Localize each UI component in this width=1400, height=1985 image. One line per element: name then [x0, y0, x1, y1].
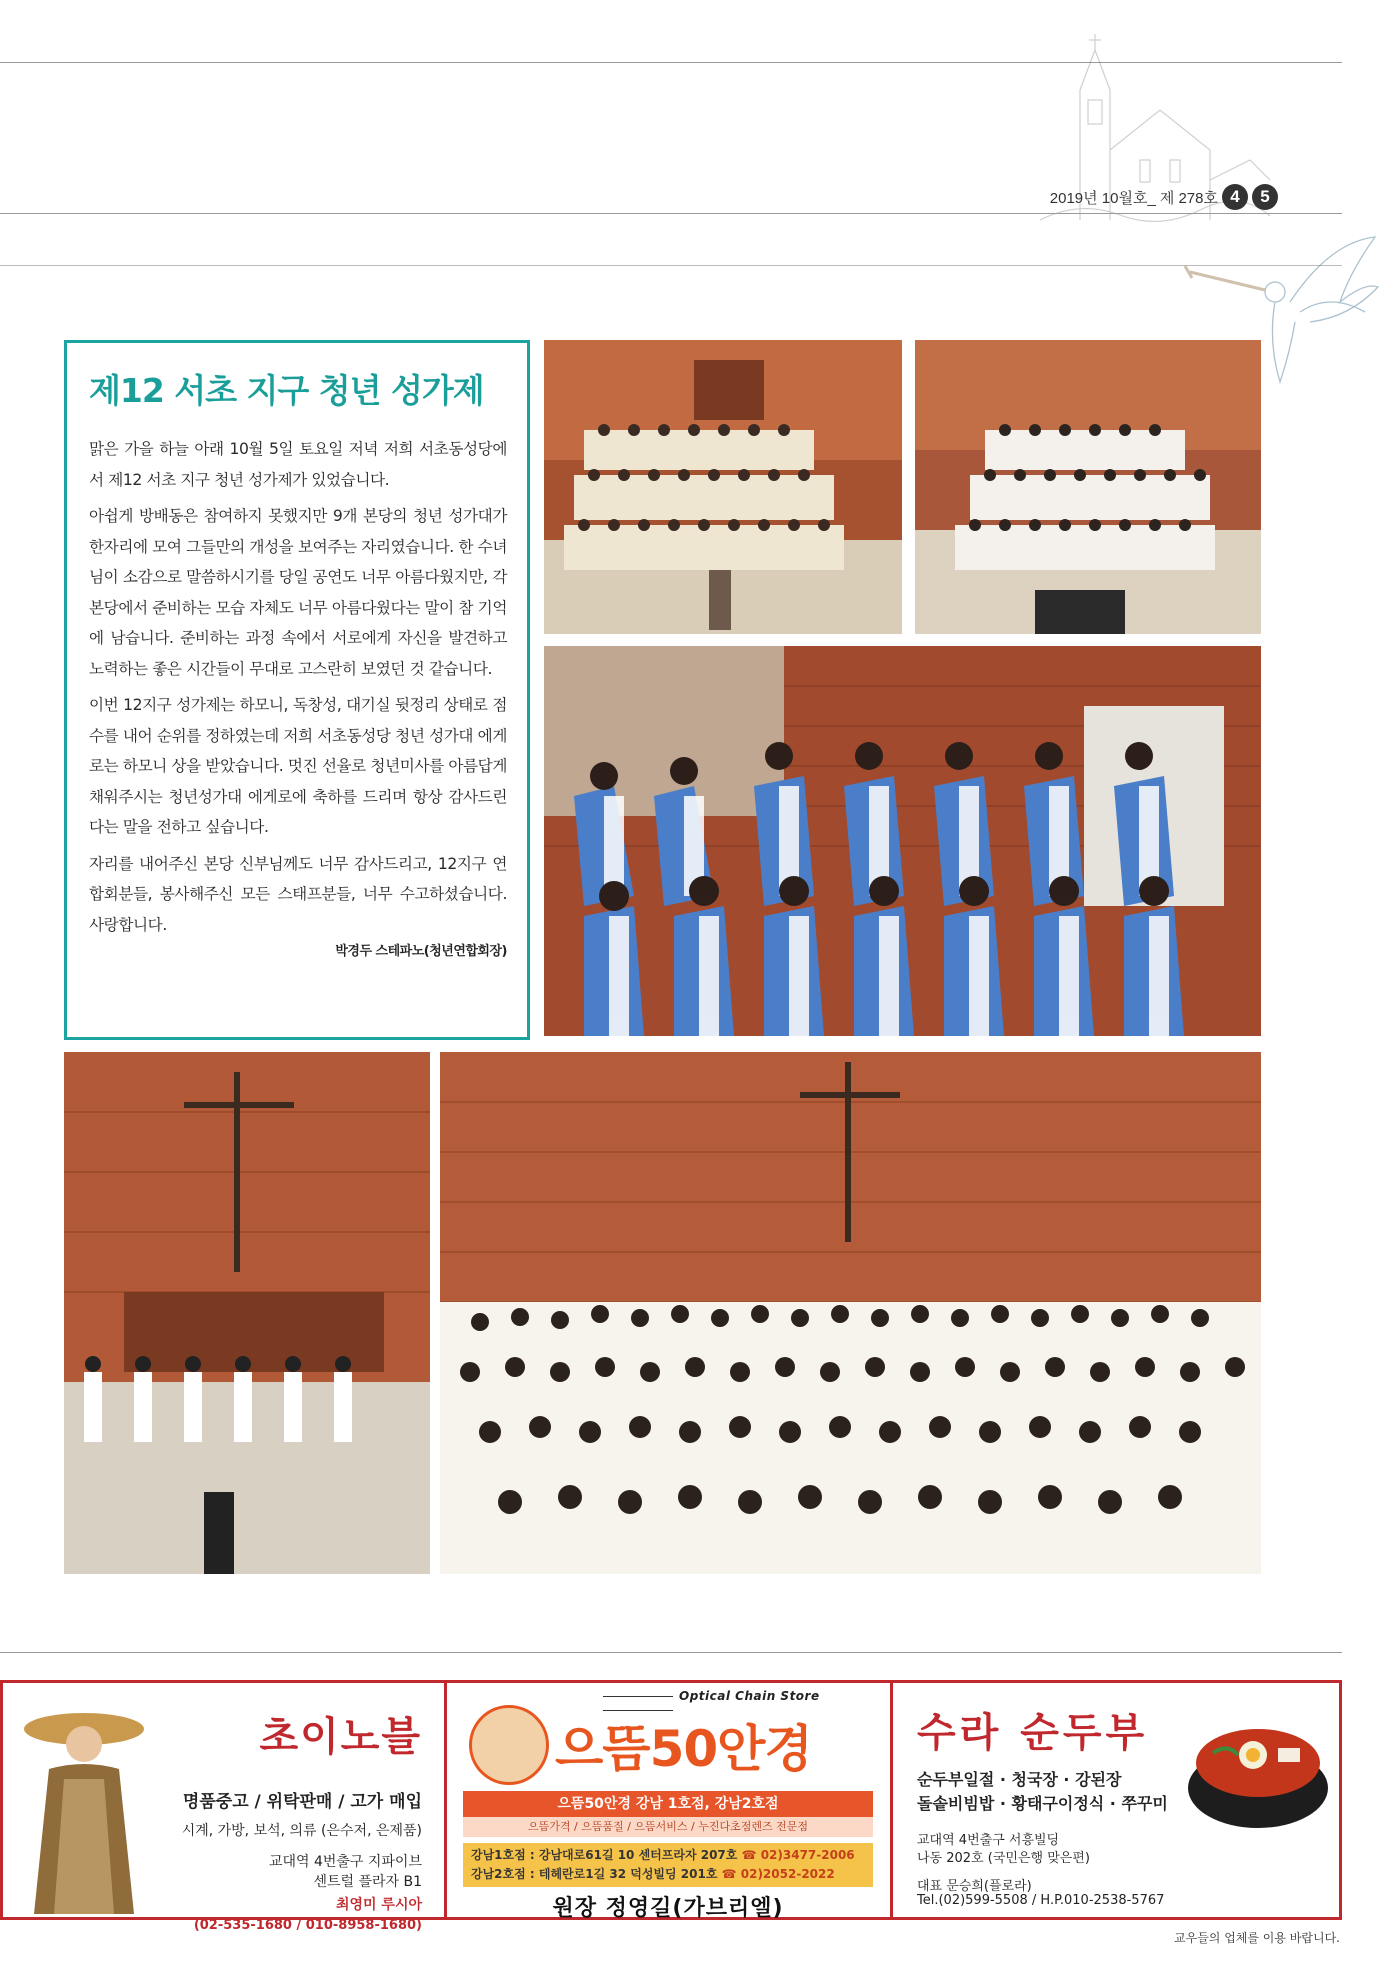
ad3-owner: 대표 문승희(플로라) — [917, 1879, 1032, 1894]
ad2-title: 으뜸50안경 — [555, 1720, 812, 1778]
article-author: 박경두 스테파노(청년연합회장) — [335, 944, 507, 959]
ad1-address-1: 교대역 4번출구 지파이브 — [268, 1854, 422, 1870]
issue-date — [1050, 184, 1278, 210]
ad3-address-1: 교대역 4번출구 서흥빌딩 — [917, 1833, 1060, 1848]
ad3-title: 수라 순두부 — [917, 1710, 1149, 1756]
ad2-store-1 — [471, 1846, 865, 1865]
ad1-address-2: 센트럴 플라자 B1 — [313, 1874, 422, 1890]
ad1-phone: (02-535-1680 / 010-8958-1680) — [193, 1918, 422, 1933]
ad1-items: 시계, 가방, 보석, 의류 (은수저, 은제품) — [181, 1823, 422, 1839]
ad2-tagline: Optical Chain Store — [597, 1689, 890, 1717]
article-paragraph: 이번 12지구 성가제는 하모니, 독창성, 대기실 뒷정리 상태로 점수를 내어 순위를 정하였는데 저희 서초동성당 청년 성가대 에게로는 하모니 상을 받았습니다. 멋진 선율로 청년미사를 아름답게 채워주시는 청년성가대 에게로에 축하를 드리며 항상 감사드린다는 말을 전하고 싶습니다. — [89, 696, 507, 836]
group-photo — [440, 1052, 1261, 1574]
fashion-illustration — [9, 1689, 159, 1914]
ad-choi-noble — [3, 1683, 447, 1933]
choir-photo-4 — [64, 1052, 430, 1574]
ad-sura-sundubu — [893, 1683, 1339, 1917]
ad2-store-2-phone: ☎ 02)2052-2022 — [721, 1867, 835, 1881]
article-box — [64, 340, 530, 1040]
ad3-phone: Tel.(02)599-5508 / H.P.010-2538-5767 — [917, 1893, 1165, 1908]
ad-eutteum-glasses — [447, 1683, 893, 1921]
article-paragraph: 자리를 내어주신 본당 신부님께도 너무 감사드리고, 12지구 연합회분들, 봉사해주신 모든 스태프분들, 너무 수고하셨습니다. 사랑합니다. — [89, 854, 507, 934]
ad3-menu-1: 순두부일절 · 청국장 · 강된장 — [917, 1770, 1122, 1789]
ad2-store-1-address: 강남1호점 : 강남대로61길 10 센터프라자 207호 — [471, 1848, 738, 1862]
article-title: 제12 서초 지구 청년 성가제 — [89, 371, 484, 410]
issue-month: 2019년 10월호_ — [1049, 189, 1156, 207]
ads-banner — [0, 1680, 1342, 1933]
ad2-branches: 으뜸50안경 강남 1호점, 강남2호점 — [463, 1791, 873, 1817]
ad1-title: 초이노블 — [259, 1714, 422, 1760]
article-paragraph: 맑은 가을 하늘 아래 10월 5일 토요일 저녁 저희 서초동성당에서 제12 서초 지구 청년 성가제가 있었습니다. — [89, 440, 507, 489]
ad2-store-1-phone: ☎ 02)3477-2006 — [741, 1848, 855, 1862]
footer-note: 교우들의 업체를 이용 바랍니다. — [1174, 1931, 1340, 1945]
owner-portrait-icon — [469, 1705, 549, 1785]
ad3-menu-2: 돌솥비빔밥 · 황태구이정식 · 쭈꾸미 — [917, 1794, 1168, 1813]
choir-photo-2 — [915, 340, 1261, 634]
ad1-services: 명품중고 / 위탁판매 / 고가 매입 — [182, 1792, 422, 1812]
ad2-store-2-address: 강남2호점 : 테헤란로1길 32 덕성빌딩 201호 — [471, 1867, 718, 1881]
ad2-store-2 — [471, 1865, 865, 1884]
ad2-store-list — [463, 1843, 873, 1887]
ad2-director: 원장 정영길(가브리엘) — [552, 1896, 784, 1921]
ad3-address-2: 나동 202호 (국민은행 맞은편) — [917, 1851, 1090, 1866]
stew-pot-illustration — [1183, 1693, 1333, 1843]
header-bottom-rule — [0, 213, 1342, 214]
ad2-slogan: 으뜸가격 / 으뜸품질 / 으뜸서비스 / 누진다초점렌즈 전문점 — [463, 1817, 873, 1837]
choir-photo-3 — [544, 646, 1261, 1036]
ads-divider — [0, 1652, 1342, 1653]
ad1-details — [182, 1787, 422, 1933]
section-rule — [0, 265, 1342, 266]
issue-number: 제 278호 — [1159, 189, 1218, 207]
page-number-left: 4 — [1222, 184, 1248, 210]
page-number-right: 5 — [1252, 184, 1278, 210]
choir-photo-1 — [544, 340, 902, 634]
ad1-owner: 최영미 루시아 — [335, 1897, 422, 1913]
article-paragraph: 아쉽게 방배동은 참여하지 못했지만 9개 본당의 청년 성가대가 한자리에 모여 그들만의 개성을 보여주는 자리였습니다. 한 수녀님이 소감으로 말씀하시기를 당일 공연도 너무 아름다웠지만, 각 본당에서 준비하는 모습 자체도 너무 아름다웠다는 말이 참 기억에 남습니다. 준비하는 과정 속에서 서로에게 자신을 발견하고 노력하는 좋은 시간들이 무대로 고스란히 보였던 것 같습니다. — [89, 507, 507, 678]
